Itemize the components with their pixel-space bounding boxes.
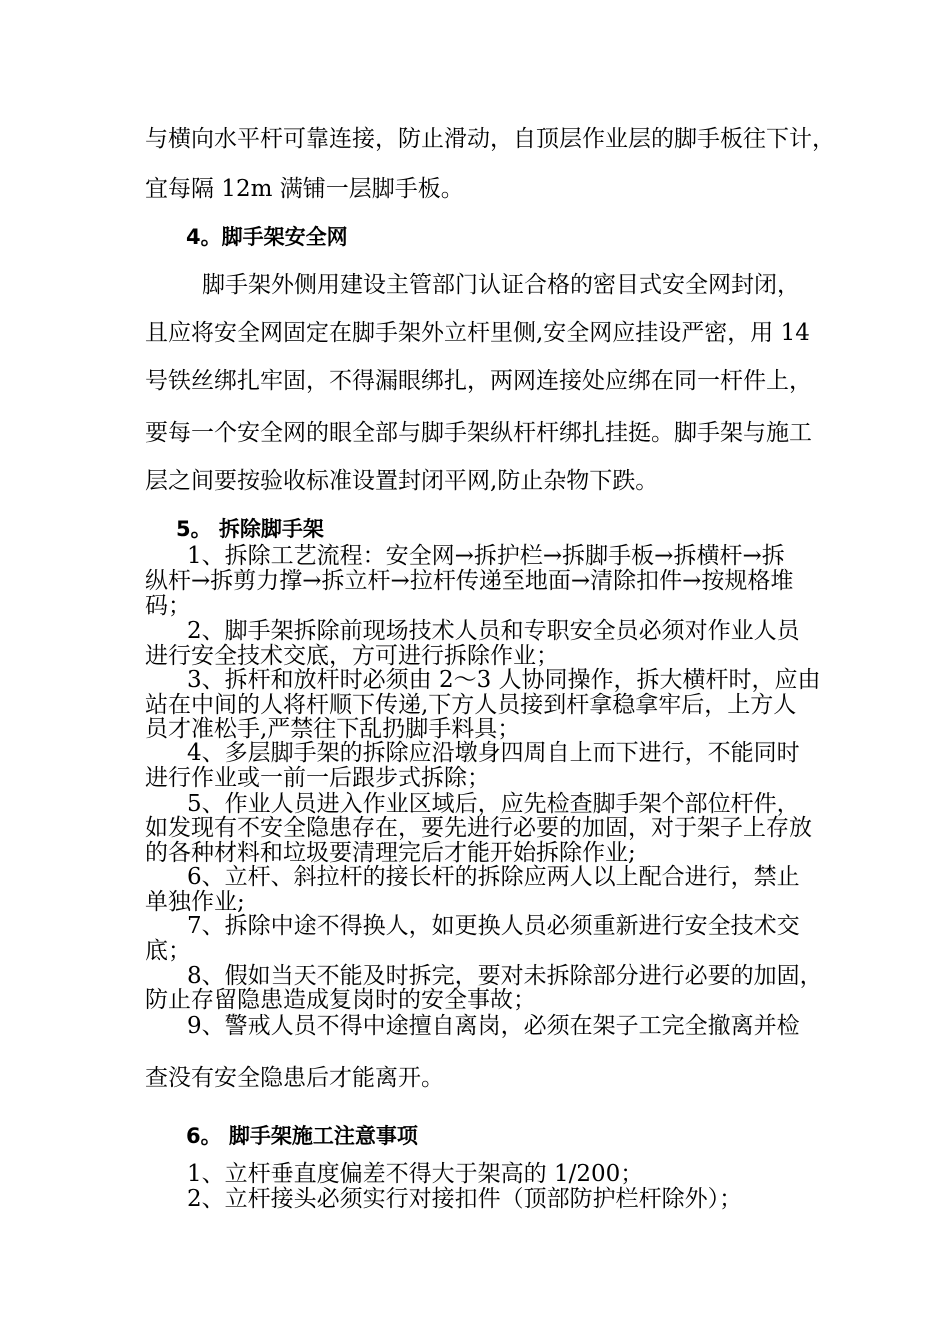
list-item-line: 进行安全技术交底，方可进行拆除作业；: [145, 643, 559, 669]
paragraph-line: 脚手架外侧用建设主管部门认证合格的密目式安全网封闭，: [202, 272, 800, 298]
list-item-line: 6、立杆、斜拉杆的接长杆的拆除应两人以上配合进行，禁止: [187, 864, 800, 890]
list-item-line: 1、立杆垂直度偏差不得大于架高的 1/200；: [187, 1161, 644, 1187]
list-item-line: 防止存留隐患造成复岗时的安全事故；: [145, 987, 536, 1013]
list-item-line: 9、警戒人员不得中途擅自离岗，必须在架子工完全撤离并检: [187, 1013, 800, 1039]
section-heading-6: 6。 脚手架施工注意事项: [186, 1124, 418, 1148]
list-item-line: 4、多层脚手架的拆除应沿墩身四周自上而下进行，不能同时: [187, 740, 800, 766]
list-item-line: 底；: [145, 938, 191, 964]
paragraph-line: 层之间要按验收标准设置封闭平网,防止杂物下跌。: [145, 468, 659, 494]
list-item-line: 5、作业人员进入作业区域后，应先检查脚手架个部位杆件，: [187, 791, 800, 817]
list-item-line: 的各种材料和垃圾要清理完后才能开始拆除作业;: [145, 840, 636, 866]
list-item-line: 3、拆杆和放杆时必须由 2～3 人协同操作，拆大横杆时，应由: [187, 667, 821, 693]
list-item-line: 1、拆除工艺流程：安全网→拆护栏→拆脚手板→拆横杆→拆: [187, 543, 785, 569]
paragraph-line: 宜每隔 12m 满铺一层脚手板。: [145, 176, 464, 202]
list-item-line: 如发现有不安全隐患存在，要先进行必要的加固，对于架子上存放: [145, 815, 812, 841]
paragraph-line: 与横向水平杆可靠连接，防止滑动，自顶层作业层的脚手板往下计，: [145, 126, 835, 152]
list-item-line: 8、假如当天不能及时拆完，要对未拆除部分进行必要的加固，: [187, 963, 823, 989]
list-item-line: 单独作业;: [145, 889, 245, 915]
section-heading-4: 4。脚手架安全网: [186, 225, 348, 249]
section-heading-5: 5。 拆除脚手架: [176, 517, 324, 541]
paragraph-line: 要每一个安全网的眼全部与脚手架纵杆杆绑扎挂挺。脚手架与施工: [145, 420, 812, 446]
list-item-line: 2、脚手架拆除前现场技术人员和专职安全员必须对作业人员: [187, 618, 800, 644]
paragraph-line: 号铁丝绑扎牢固，不得漏眼绑扎，两网连接处应绑在同一杆件上，: [145, 368, 812, 394]
list-item-line: 纵杆→拆剪力撑→拆立杆→拉杆传递至地面→清除扣件→按规格堆: [145, 568, 794, 594]
list-item-line: 7、拆除中途不得换人，如更换人员必须重新进行安全技术交: [187, 913, 800, 939]
list-item-line: 查没有安全隐患后才能离开。: [145, 1065, 444, 1091]
list-item-line: 2、立杆接头必须实行对接扣件（顶部防护栏杆除外）；: [187, 1186, 743, 1212]
paragraph-line: 且应将安全网固定在脚手架外立杆里侧,安全网应挂设严密，用 14: [145, 320, 810, 346]
list-item-line: 站在中间的人将杆顺下传递,下方人员接到杆拿稳拿牢后，上方人: [145, 692, 797, 718]
list-item-line: 进行作业或一前一后跟步式拆除；: [145, 765, 490, 791]
list-item-line: 员才准松手,严禁往下乱扔脚手料具；: [145, 716, 521, 742]
list-item-line: 码；: [145, 593, 191, 619]
